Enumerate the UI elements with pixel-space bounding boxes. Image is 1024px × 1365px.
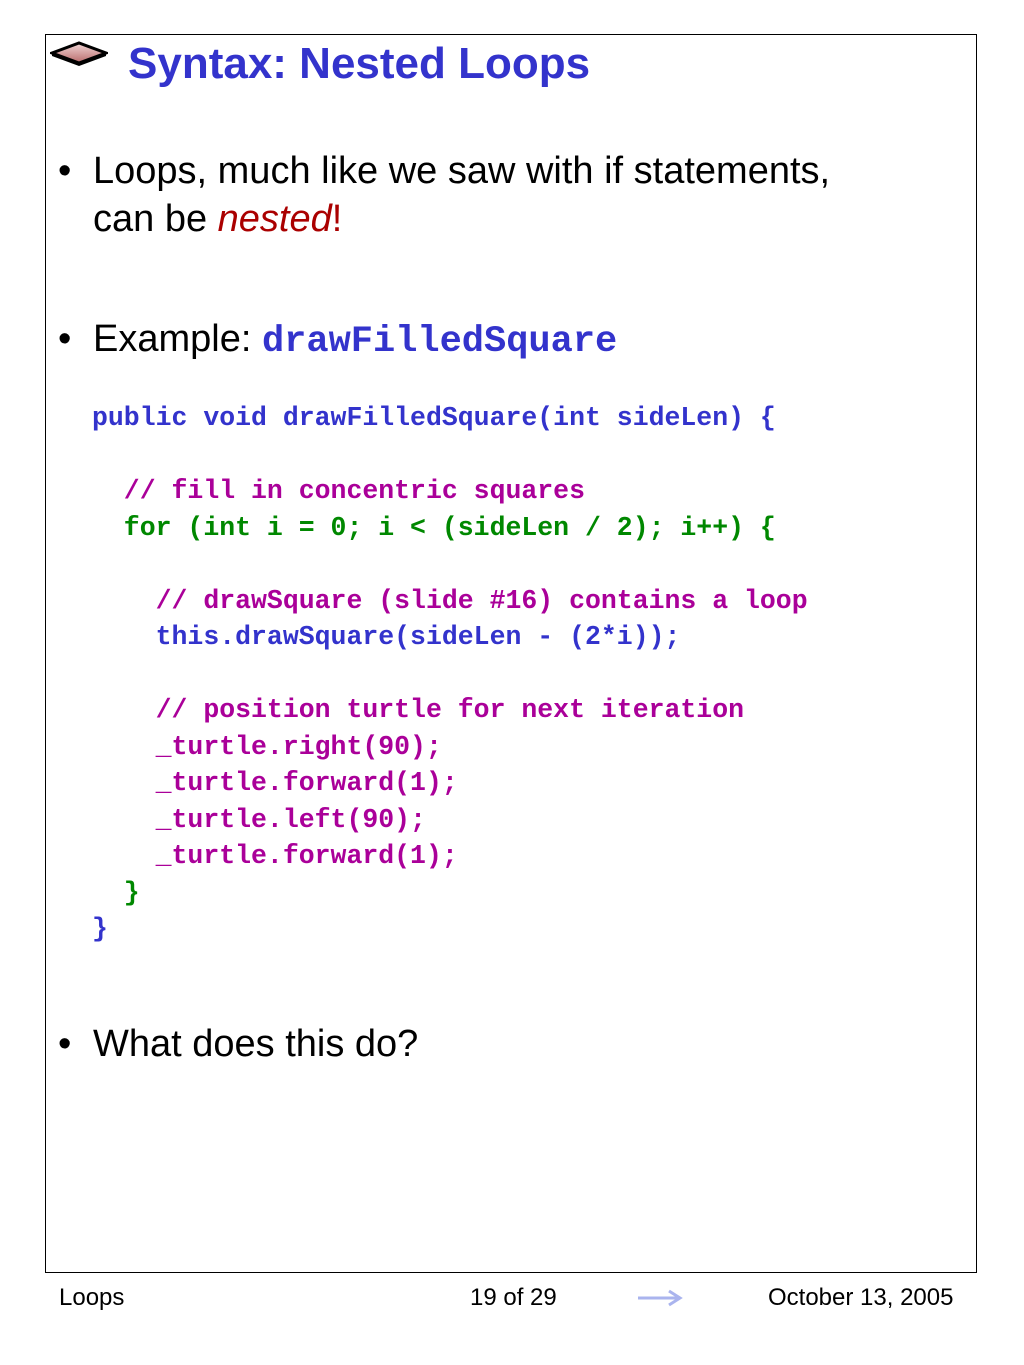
bullet-dot: •: [58, 318, 72, 360]
code-line: _turtle.right(90);: [92, 731, 442, 762]
emphasis-nested: nested: [217, 198, 332, 240]
emphasis-exclaim: !: [331, 198, 343, 240]
right-arrow-icon[interactable]: [636, 1288, 684, 1308]
diamond-icon: [50, 40, 108, 68]
footer-page-number: 19 of 29: [470, 1284, 557, 1311]
code-line: [92, 656, 808, 693]
bullet-line-2-prefix: can be: [93, 198, 218, 240]
code-line: _turtle.forward(1);: [92, 768, 458, 798]
code-line: // drawSquare (slide #16) contains a loop: [92, 585, 808, 616]
bullet-dot: •: [58, 1023, 72, 1065]
code-block: [92, 400, 808, 948]
code-line: for (int i = 0; i < (sideLen / 2); i++) {: [92, 512, 776, 543]
slide-title: Syntax: Nested Loops: [128, 39, 591, 88]
code-line: public void drawFilledSquare(int sideLen) {: [92, 403, 776, 433]
code-line: }: [92, 877, 140, 908]
bullet-line-1: Loops, much like we saw with if statements,: [93, 150, 831, 192]
code-line: // position turtle for next iteration: [92, 695, 745, 725]
bullet-text: [93, 147, 830, 243]
example-label: Example:: [93, 318, 262, 360]
bullet-text: [93, 315, 617, 366]
footer-date: October 13, 2005: [768, 1284, 954, 1311]
bullet-text: What does this do?: [93, 1023, 419, 1065]
code-line: this.drawSquare(sideLen - (2*i));: [92, 622, 681, 652]
example-method-name: drawFilledSquare: [261, 321, 618, 363]
code-line: [92, 546, 808, 583]
code-line: _turtle.forward(1);: [92, 841, 458, 871]
code-line: // fill in concentric squares: [92, 476, 585, 506]
bullet-dot: •: [58, 150, 72, 192]
code-line: [92, 437, 808, 474]
code-line: _turtle.left(90);: [92, 804, 426, 835]
code-line: }: [92, 914, 108, 944]
footer-section-name: Loops: [59, 1284, 125, 1311]
